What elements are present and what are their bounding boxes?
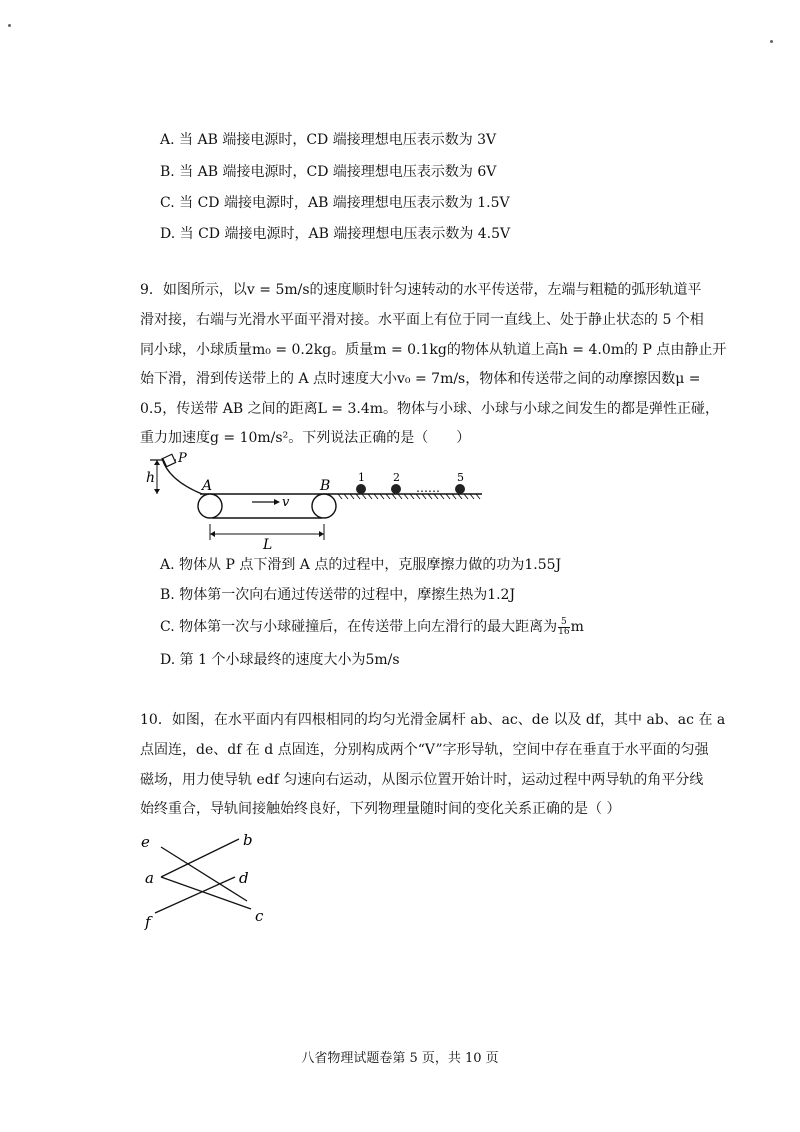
q9-stem-line: 滑对接，右端与光滑水平面平滑对接。水平面上有位于同一直线上、处于静止状态的 5 个相 [140, 312, 704, 328]
q8-option-b: B. 当 AB 端接电源时，CD 端接理想电压表示数为 6V [160, 164, 497, 180]
scan-speck [770, 40, 773, 43]
q10-stem-line: 点固连，de、df 在 d 点固连，分别构成两个“V”字形导轨，空间中存在垂直于水平面的匀强 [140, 742, 709, 758]
q9-stem-line: 重力加速度g = 10m/s²。下列说法正确的是（ ） [140, 430, 471, 446]
scan-speck [8, 24, 11, 27]
page-footer: 八省物理试题卷第 5 页，共 10 页 [301, 1051, 499, 1066]
q8-option-a: A. 当 AB 端接电源时，CD 端接理想电压表示数为 3V [160, 132, 497, 148]
q8-option-d: D. 当 CD 端接电源时，AB 端接理想电压表示数为 4.5V [160, 226, 511, 242]
q9-option-c: C. 物体第一次与小球碰撞后，在传送带上向左滑行的最大距离为 $\frac{5}{16}$ m [160, 616, 584, 637]
a-point-label: A [202, 478, 213, 494]
v-label: v [282, 495, 290, 510]
q9-stem-line: 同小球，小球质量m₀ = 0.2kg。质量m = 0.1kg的物体从轨道上高h = 4.0m的 P 点由静止开 [140, 342, 727, 358]
p-label: P [178, 451, 187, 466]
ellipsis-label: …… [416, 481, 440, 495]
h-label: h [146, 470, 156, 486]
q9-stem-line: 9．如图所示，以v = 5m/s的速度顺时针匀速转动的水平传送带，左端与粗糙的弧形轨道平 [140, 282, 702, 298]
d-label: d [239, 869, 249, 887]
l-label: L [263, 537, 273, 550]
c-label: c [255, 907, 264, 925]
q9-option-a: A. 物体从 P 点下滑到 A 点的过程中，克服摩擦力做的功为1.55J [160, 557, 562, 573]
fraction: $\frac{5}{16}$ [558, 616, 570, 637]
ball-5 [455, 484, 465, 494]
q10-rails-figure [135, 825, 275, 935]
q9-conveyor-figure [140, 450, 490, 550]
b-label: b [243, 831, 253, 849]
q9-stem-line: 0.5，传送带 AB 之间的距离L = 3.4m。物体与小球、小球与小球之间发生的都是弹性正碰， [140, 401, 720, 417]
ground-hatching [338, 494, 480, 499]
ball-2 [391, 484, 401, 494]
q9-option-d: D. 第 1 个小球最终的速度大小为5m/s [160, 652, 400, 668]
ball-5-label: 5 [457, 471, 464, 484]
q9-option-b: B. 物体第一次向右通过传送带的过程中，摩擦生热为1.2J [160, 587, 516, 603]
ball-1 [356, 484, 366, 494]
e-label: e [141, 833, 150, 851]
a-label: a [145, 869, 154, 887]
b-point-label: B [320, 478, 331, 494]
ball-1-label: 1 [358, 471, 365, 484]
q8-option-c: C. 当 CD 端接电源时，AB 端接理想电压表示数为 1.5V [160, 195, 510, 211]
ball-2-label: 2 [393, 471, 400, 484]
q10-stem-line: 10．如图，在水平面内有四根相同的均匀光滑金属杆 ab、ac、de 以及 df，其中 ab、ac 在 a [140, 712, 726, 728]
q9-stem-line: 始下滑，滑到传送带上的 A 点时速度大小v₀ = 7m/s，物体和传送带之间的动摩擦因数μ = [140, 371, 701, 387]
q10-stem-line: 磁场，用力使导轨 edf 匀速向右运动，从图示位置开始计时，运动过程中两导轨的角平分线 [140, 772, 704, 788]
q10-stem-line: 始终重合，导轨间接触始终良好，下列物理量随时间的变化关系正确的是（ ） [140, 801, 621, 817]
f-label: f [145, 913, 151, 931]
